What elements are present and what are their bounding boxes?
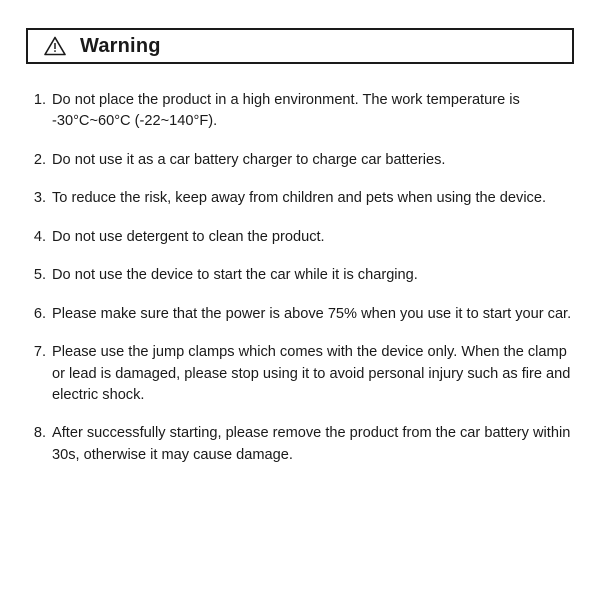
list-item [26,423,574,466]
list-item-text: Do not use it as a car battery charger to charge car batteries. [52,151,446,168]
list-item-text: Please make sure that the power is above 75% when you use it to start your car. [52,305,572,322]
list-item-number: 6. [33,305,46,322]
warning-header [26,28,574,64]
list-item [26,342,574,406]
list-item-number: 7. [33,344,46,361]
list-item-text: To reduce the risk, keep away from children and pets when using the device. [52,190,547,207]
list-item-text: After successfully starting, please remove the product from the car battery within 30s, otherwise it may cause damage. [52,425,571,463]
list-item-text: Do not use detergent to clean the product. [52,228,325,245]
warning-triangle-icon [44,36,66,56]
list-item [26,150,574,171]
list-item-number: 2. [33,151,46,168]
list-item [26,265,574,286]
list-item [26,304,574,325]
list-item [26,188,574,209]
list-item-number: 3. [33,190,46,207]
list-item-text: Do not place the product in a high environment. The work temperature is -30°C~60°C (-22~140°F). [52,92,520,130]
page-title: Warning [80,35,161,57]
list-item-number: 5. [33,267,46,284]
list-item-number: 1. [33,92,46,108]
list-item-text: Do not use the device to start the car while it is charging. [52,267,418,284]
list-item-number: 4. [33,228,46,245]
list-item-text: Please use the jump clamps which comes with the device only. When the clamp or lead is damaged, please stop using it to avoid personal injury such as fire and electric shock. [52,344,571,403]
list-item [26,227,574,248]
warning-list [26,90,574,466]
list-item [26,90,574,133]
list-item-number: 8. [33,425,46,442]
